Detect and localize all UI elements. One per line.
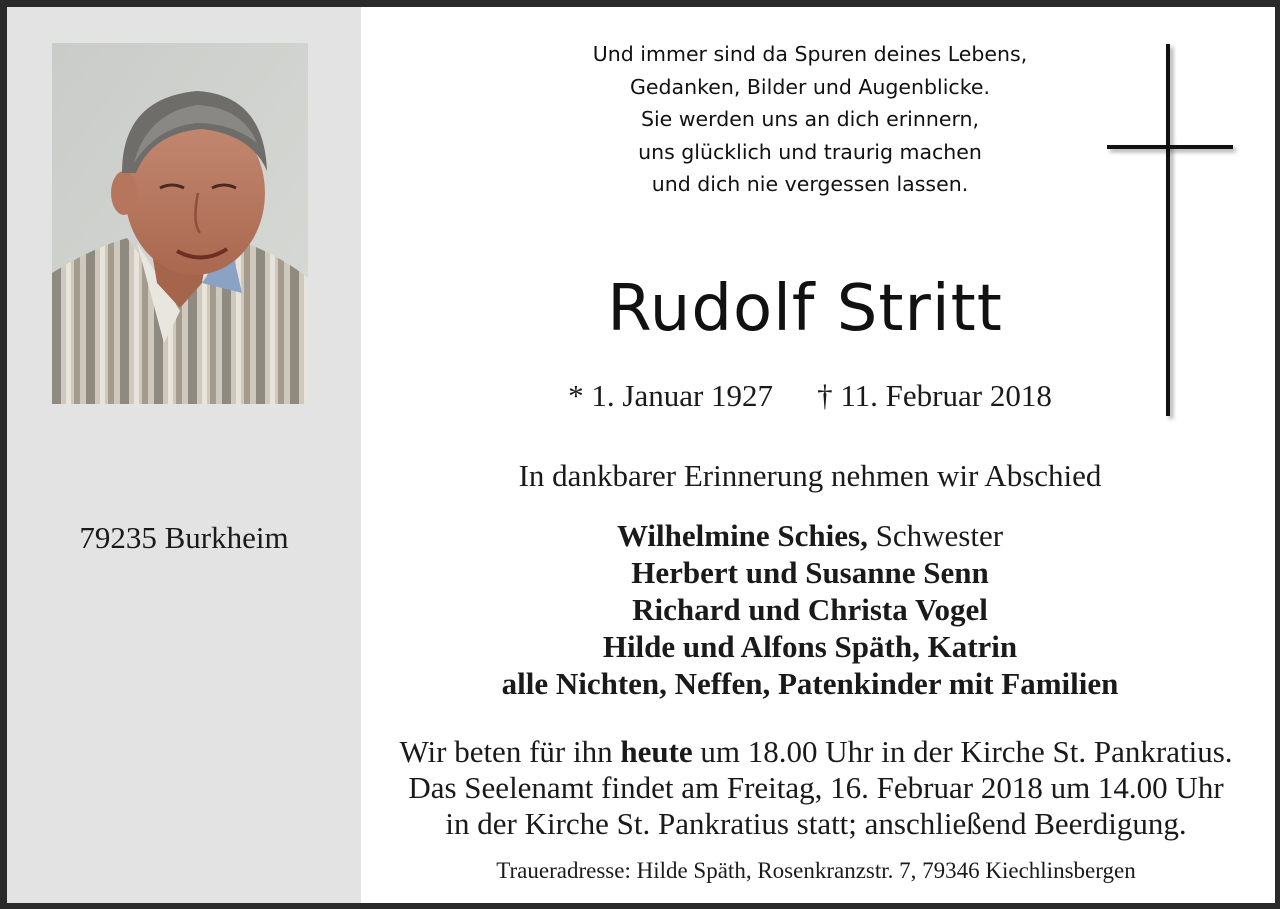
mourner-name: Herbert und Susanne Senn bbox=[631, 555, 989, 590]
poem-line: Sie werden uns an dich erinnern, bbox=[640, 107, 980, 131]
mourner-relation: Schwester bbox=[867, 518, 1004, 553]
service-line bbox=[362, 734, 1270, 770]
mourners-list bbox=[400, 517, 1220, 702]
service-emphasis: heute bbox=[620, 734, 693, 769]
mourner-name: Richard und Christa Vogel bbox=[632, 592, 988, 627]
poem-line: Gedanken, Bilder und Augenblicke. bbox=[630, 74, 990, 99]
mourner-name: Hilde und Alfons Späth, Katrin bbox=[602, 629, 1018, 664]
service-text: Wir beten für ihn bbox=[399, 734, 621, 769]
poem-line: und dich nie vergessen lassen. bbox=[651, 172, 969, 196]
mourner-name: alle Nichten, Neffen, Patenkinder mit Familien bbox=[501, 666, 1119, 701]
deceased-name: Rudolf Stritt bbox=[607, 272, 1003, 346]
residence-location: 79235 Burkheim bbox=[79, 520, 289, 555]
mourner-line bbox=[400, 517, 1220, 554]
poem-line: Und immer sind da Spuren deines Lebens, bbox=[592, 42, 1028, 66]
service-line: Das Seelenamt findet am Freitag, 16. Februar 2018 um 14.00 Uhr bbox=[408, 770, 1224, 805]
mourner-line bbox=[400, 665, 1220, 702]
mourner-line bbox=[400, 591, 1220, 628]
mourner-line bbox=[400, 554, 1220, 591]
service-text: um 18.00 Uhr in der Kirche St. Pankratius. bbox=[692, 734, 1233, 769]
cross-icon bbox=[1105, 44, 1237, 420]
mourner-line bbox=[400, 628, 1220, 665]
portrait-photo bbox=[52, 43, 308, 404]
mourner-name: Wilhelmine Schies, bbox=[616, 518, 868, 553]
service-information bbox=[362, 734, 1270, 842]
mourning-address: Traueradresse: Hilde Späth, Rosenkranzstr. 7, 79346 Kiechlinsbergen bbox=[496, 858, 1136, 883]
service-line: in der Kirche St. Pankratius statt; anschließend Beerdigung. bbox=[445, 806, 1187, 841]
life-dates bbox=[430, 378, 1190, 414]
poem-line: uns glücklich und traurig machen bbox=[638, 139, 982, 164]
death-date: † 11. Februar 2018 bbox=[817, 378, 1052, 413]
birth-date: * 1. Januar 1927 bbox=[568, 378, 774, 413]
memorial-poem bbox=[460, 38, 1160, 201]
farewell-intro: In dankbarer Erinnerung nehmen wir Abschied bbox=[518, 458, 1102, 493]
